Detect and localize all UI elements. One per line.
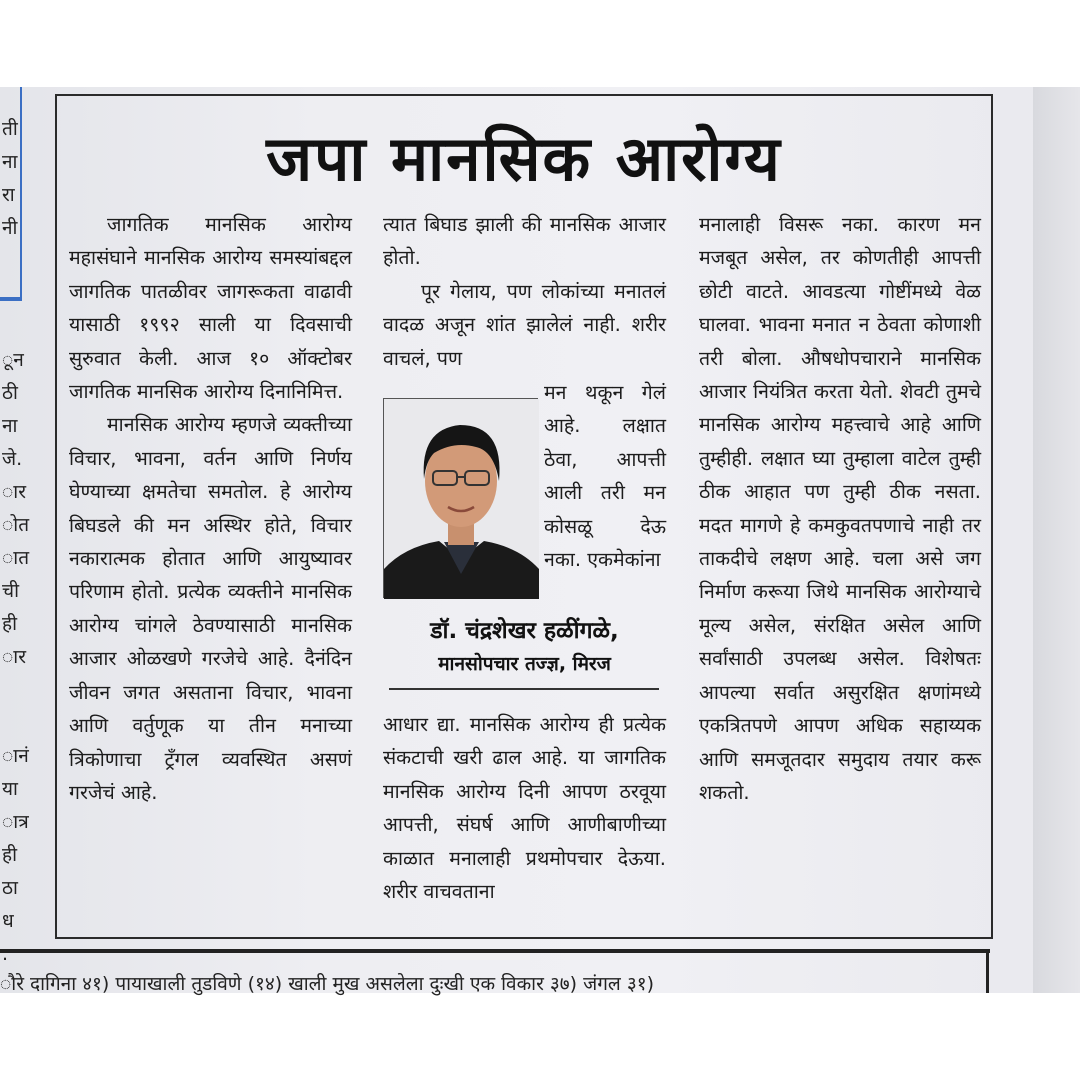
col1-paragraph-2: मानसिक आरोग्य म्हणजे व्यक्तीच्या विचार, भावना, वर्तन आणि निर्णय घेण्याच्या क्षमतेचा समतोल. हे आरोग्य बिघडले की मन अस्थिर होते, विचार नकारात्मक होतात आणि आयुष्यावर परिणाम होतो. प्रत्येक व्यक्तीने मानसिक आरोग्य चांगले ठेवण्यासाठी मानसिक आजार ओळखणे गरजेचे आहे. दैनंदिन जीवन जगत असताना विचार, भावना आणि वर्तुणूक या तीन मनाच्या त्रिकोणाचा ट्रॅंगल व्यवस्थित असणं गरजेचं आहे. [69,413,352,804]
adjacent-fragment: ध [2,910,14,932]
page-right-edge [1033,87,1080,993]
article-box [55,94,993,939]
adjacent-fragment: ही [2,613,18,635]
adjacent-fragment: ोत [2,514,30,536]
headline: जपा मानसिक आरोग्य [266,122,782,195]
column-3 [699,208,981,809]
adjacent-fragment: ार [2,481,26,503]
adjacent-fragment: ानं [2,745,29,767]
adjacent-column-fragment [0,87,52,965]
col2-paragraph-1: त्यात बिघाड झाली की मानसिक आजार होतो. [383,213,666,270]
col2-paragraph-2: पूर गेलाय, पण लोकांच्या मनातलं वादळ अजून शांत झालेलं नाही. शरीर वाचलं, पण [383,279,666,370]
adjacent-fragment: या [2,778,18,800]
author-role: मानसोपचार तज्ज्ञ, मिरज [438,653,611,675]
author-name: डॉ. चंद्रशेखर हळींगळे, [430,618,619,644]
adjacent-fragment: ार [2,646,26,668]
newspaper-page [0,87,1080,993]
adjacent-fragment: ही [2,844,18,866]
author-byline [383,614,666,690]
adjacent-fragment: ठी [2,382,18,404]
adjacent-fragment: जे. [2,448,23,470]
column-2-top [383,208,666,375]
author-portrait-icon [384,399,539,599]
adjacent-fragment: ना [2,415,18,437]
col2-paragraph-3: आधार द्या. मानसिक आरोग्य ही प्रत्येक संकटाची खरी ढाल आहे. या जागतिक मानसिक आरोग्य दिनी आपण ठरवूया आपत्ती, संघर्ष आणि आणीबाणीच्या काळात मनालाही प्रथमोपचार देऊया. शरीर वाचवताना [383,713,666,904]
adjacent-fragment: रा [2,184,15,206]
column-2-wrap-text: मन थकून गेलं आहे. लक्षात ठेवा, आपत्ती आली तरी मन कोसळू देऊ नका. एकमेकांना [544,381,666,572]
column-1 [69,208,352,809]
adjacent-fragment: ची [2,580,19,602]
author-photo [383,398,538,598]
column-2-bottom [383,708,666,908]
adjacent-fragment: ठा [2,877,18,899]
adjacent-fragment: नी [2,217,18,239]
adjacent-fragment: ती [2,118,18,140]
col3-paragraph-1: मनालाही विसरू नका. कारण मन मजबूत असेल, तर कोणतीही आपत्ती छोटी वाटते. आवडत्या गोष्टींमध्ये वेळ घालवा. भावना मनात न ठेवता कोणाशी तरी बोला. औषधोपचाराने मानसिक आजार नियंत्रित करता येतो. शेवटी तुमचे मानसिक आरोग्य महत्त्वाचे आहे आणि तुम्हीही. लक्षात घ्या तुम्हाला वाटेल तुम्ही ठीक आहात पण तुम्ही ठीक नसता. मदत मागणे हे कमकुवतपणाचे नाही तर ताकदीचे लक्षण आहे. चला असे जग निर्माण करूया जिथे मानसिक आरोग्याचे मूल्य असेल, संरक्षित असेल आणि सर्वांसाठी उपलब्ध असेल. विशेषतः आपल्या सर्वात असुरक्षित क्षणांमध्ये एकत्रितपणे आपण अधिक सहाय्यक आणि समजूतदार समुदाय तयार करू शकतो. [699,213,981,804]
adjacent-fragment: ना [2,151,18,173]
adjacent-fragment: ात [2,547,30,569]
bottom-divider [0,949,990,953]
adjacent-fragment: ात्र [2,811,29,833]
adjacent-fragment: ून [2,349,24,371]
byline-rule [389,688,659,690]
col1-paragraph-1: जागतिक मानसिक आरोग्य महासंघाने मानसिक आरोग्य समस्यांबद्दल जागतिक पातळीवर जागरूकता वाढावी यासाठी १९९२ साली या दिवसाची सुरुवात केली. आज १० ऑक्टोबर जागतिक मानसिक आरोग्य दिनानिमित्त. [69,213,352,404]
puzzle-clues-strip: ौरे दागिना ४१) पायाखाली तुडविणे (१४) खाली मुख असलेला दुःखी एक विकार ३७) जंगल ३१) [0,973,655,995]
adjacent-fragment: . [2,943,9,965]
